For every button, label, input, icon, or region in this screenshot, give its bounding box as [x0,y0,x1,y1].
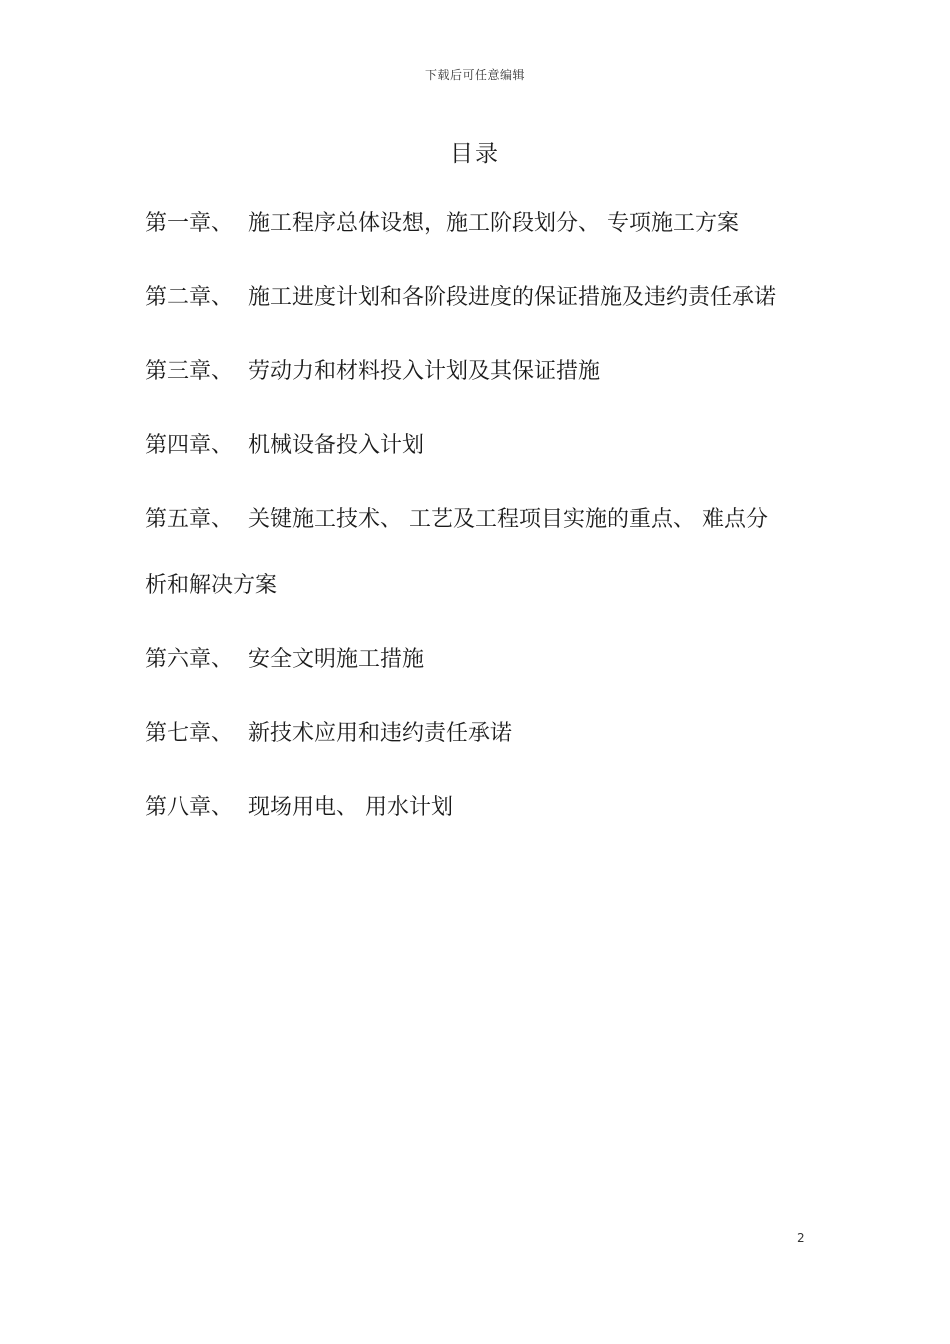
chapter-number: 第八章、 [145,795,234,820]
chapter-title: 施工程序总体设想，施工阶段划分、 专项施工方案 [248,211,739,236]
chapter-number: 第三章、 [145,359,234,384]
chapter-title: 安全文明施工措施 [248,647,425,672]
chapter-number: 第一章、 [145,211,234,236]
toc-entry-6 [145,627,810,693]
toc-entry-8 [145,775,810,841]
toc-entry-2 [145,265,810,331]
chapter-number: 第四章、 [145,433,234,458]
chapter-title: 施工进度计划和各阶段进度的保证措施及违约责任承诺 [248,285,777,310]
toc-entry-5 [145,487,810,553]
chapter-title: 关键施工技术、 工艺及工程项目实施的重点、 难点分 [248,507,768,532]
chapter-number: 第七章、 [145,721,234,746]
chapter-title: 机械设备投入计划 [248,433,425,458]
toc-entry-5-continuation: 析和解决方案 [145,573,278,598]
chapter-title: 劳动力和材料投入计划及其保证措施 [248,359,601,384]
toc-entry-3 [145,339,810,405]
toc-entry-1 [145,191,810,257]
header-note: 下载后可任意编辑 [424,68,525,82]
chapter-number: 第六章、 [145,647,234,672]
chapter-number: 第五章、 [145,507,234,532]
chapter-number: 第二章、 [145,285,234,310]
toc-entry-7 [145,701,810,767]
page-number: 2 [797,1231,805,1245]
toc-entry-4 [145,413,810,479]
chapter-title: 现场用电、 用水计划 [248,795,453,820]
chapter-title: 新技术应用和违约责任承诺 [248,721,513,746]
toc-title: 目录 [450,141,500,167]
